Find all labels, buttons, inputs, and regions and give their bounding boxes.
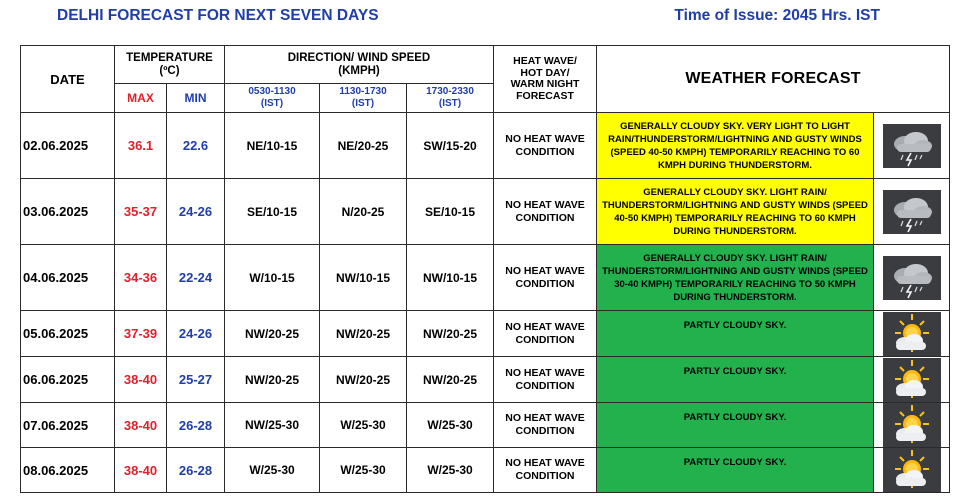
heat-wave-cell: [494, 179, 597, 245]
weather-icon-cell: [874, 403, 950, 448]
max-temp-cell: 35-37: [115, 179, 167, 245]
wind-slot1-cell: W/25-30: [225, 448, 320, 493]
page-title: DELHI FORECAST FOR NEXT SEVEN DAYS: [57, 7, 379, 24]
header-wind-unit: (KMPH): [338, 64, 380, 77]
date-cell: 05.06.2025: [21, 311, 115, 357]
heat-wave-cell: [494, 403, 597, 448]
wind-slot1-cell: NW/20-25: [225, 357, 320, 403]
min-temp-cell: 22.6: [167, 113, 225, 179]
header-min: MIN: [167, 84, 225, 113]
max-temp-cell: 38-40: [115, 403, 167, 448]
heat-wave-line1: NO HEAT WAVE: [505, 412, 585, 424]
header-weather-forecast: WEATHER FORECAST: [597, 46, 950, 113]
thunderstorm-icon: [883, 124, 941, 168]
partly-cloudy-icon: [883, 448, 941, 492]
weather-forecast-cell: PARTLY CLOUDY SKY.: [597, 403, 874, 448]
wind-slot2-cell: NW/20-25: [320, 357, 407, 403]
weather-icon-cell: [874, 311, 950, 357]
heat-wave-line1: NO HEAT WAVE: [505, 320, 585, 333]
forecast-row: [21, 113, 950, 179]
date-cell: 02.06.2025: [21, 113, 115, 179]
max-temp-cell: 38-40: [115, 448, 167, 493]
heat-wave-line2: CONDITION: [515, 333, 575, 346]
wind-slot2-cell: NW/10-15: [320, 245, 407, 311]
header-max: MAX: [115, 84, 167, 113]
weather-forecast-cell: GENERALLY CLOUDY SKY. LIGHT RAIN/ THUNDERSTORM/LIGHTNING AND GUSTY WINDS (SPEED 40-50 KMPH) TEMPORARILY REACHING TO 60 KMPH DURING THUNDERSTORM.: [597, 179, 874, 245]
min-temp-cell: 22-24: [167, 245, 225, 311]
heat-wave-line1: NO HEAT WAVE: [505, 457, 585, 469]
weather-icon-cell: [874, 113, 950, 179]
wind-slot3-cell: SE/10-15: [407, 179, 494, 245]
date-cell: 03.06.2025: [21, 179, 115, 245]
header-temperature-label: TEMPERATURE: [126, 51, 213, 64]
weather-forecast-cell: PARTLY CLOUDY SKY.: [597, 357, 874, 403]
min-temp-cell: 24-26: [167, 179, 225, 245]
max-temp-cell: 37-39: [115, 311, 167, 357]
heat-wave-line2: CONDITION: [515, 145, 575, 158]
header-slot2-ist: (IST): [351, 98, 375, 109]
forecast-body: [21, 46, 950, 493]
heat-wave-line2: CONDITION: [515, 211, 575, 224]
header-slot2: [320, 84, 407, 113]
wind-slot2-cell: W/25-30: [320, 448, 407, 493]
wind-slot1-cell: NW/20-25: [225, 311, 320, 357]
heat-wave-line2: CONDITION: [515, 379, 575, 392]
header-slot3-time: 1730-2330: [426, 86, 474, 97]
heat-wave-line1: NO HEAT WAVE: [505, 132, 585, 145]
weather-forecast-cell: GENERALLY CLOUDY SKY. LIGHT RAIN/ THUNDERSTORM/LIGHTNING AND GUSTY WINDS (SPEED 30-40 KMPH) TEMPORARILY REACHING TO 50 KMPH DURING THUNDERSTORM.: [597, 245, 874, 311]
forecast-row: [21, 245, 950, 311]
max-temp-cell: 38-40: [115, 357, 167, 403]
forecast-row: [21, 448, 950, 493]
issue-time: Time of Issue: 2045 Hrs. IST: [674, 7, 880, 24]
heat-wave-cell: [494, 448, 597, 493]
header-slot2-time: 1130-1730: [339, 86, 387, 97]
wind-slot3-cell: W/25-30: [407, 448, 494, 493]
wind-slot3-cell: W/25-30: [407, 403, 494, 448]
date-cell: 06.06.2025: [21, 357, 115, 403]
min-temp-cell: 26-28: [167, 448, 225, 493]
min-temp-cell: 26-28: [167, 403, 225, 448]
heat-wave-line2: CONDITION: [515, 277, 575, 290]
weather-icon-cell: [874, 245, 950, 311]
weather-icon-cell: [874, 357, 950, 403]
header-slot1-ist: (IST): [260, 98, 284, 109]
weather-icon-cell: [874, 179, 950, 245]
header-heat-line4: FORECAST: [516, 89, 574, 102]
forecast-table: [20, 45, 950, 493]
wind-slot1-cell: NE/10-15: [225, 113, 320, 179]
forecast-row: [21, 311, 950, 357]
header-wind: [225, 46, 494, 84]
heat-wave-cell: [494, 357, 597, 403]
wind-slot2-cell: NW/20-25: [320, 311, 407, 357]
wind-slot3-cell: SW/15-20: [407, 113, 494, 179]
date-cell: 08.06.2025: [21, 448, 115, 493]
thunderstorm-icon: [883, 190, 941, 234]
forecast-row: [21, 403, 950, 448]
weather-icon-cell: [874, 448, 950, 493]
heat-wave-line2: CONDITION: [515, 425, 575, 437]
heat-wave-cell: [494, 113, 597, 179]
thunderstorm-icon: [883, 256, 941, 300]
header-date: DATE: [21, 46, 115, 113]
max-temp-cell: 34-36: [115, 245, 167, 311]
date-cell: 07.06.2025: [21, 403, 115, 448]
wind-slot2-cell: W/25-30: [320, 403, 407, 448]
wind-slot2-cell: N/20-25: [320, 179, 407, 245]
partly-cloudy-icon: [883, 358, 941, 402]
header-heat-line2: HOT DAY/: [520, 66, 570, 79]
wind-slot3-cell: NW/20-25: [407, 357, 494, 403]
header-heat-line3: WARM NIGHT: [510, 78, 580, 90]
forecast-row: [21, 357, 950, 403]
min-temp-cell: 24-26: [167, 311, 225, 357]
weather-forecast-cell: GENERALLY CLOUDY SKY. VERY LIGHT TO LIGHT RAIN/THUNDERSTORM/LIGHTNING AND GUSTY WINDS (SPEED 40-50 KMPH) TEMPORARILY REACHING TO 60 KMPH DURING THUNDERSTORM.: [597, 113, 874, 179]
wind-slot2-cell: NE/20-25: [320, 113, 407, 179]
heat-wave-cell: [494, 245, 597, 311]
wind-slot1-cell: SE/10-15: [225, 179, 320, 245]
max-temp-cell: 36.1: [115, 113, 167, 179]
weather-forecast-cell: PARTLY CLOUDY SKY.: [597, 448, 874, 493]
heat-wave-line1: NO HEAT WAVE: [505, 198, 585, 211]
wind-slot1-cell: W/10-15: [225, 245, 320, 311]
weather-forecast-cell: PARTLY CLOUDY SKY.: [597, 311, 874, 357]
heat-wave-line2: CONDITION: [515, 470, 575, 482]
header-heat: [494, 46, 597, 113]
header-temperature: [115, 46, 225, 84]
header-temperature-unit: (ºC): [159, 64, 180, 77]
header-slot1: [225, 84, 320, 113]
wind-slot3-cell: NW/20-25: [407, 311, 494, 357]
header-wind-label: DIRECTION/ WIND SPEED: [287, 51, 431, 64]
partly-cloudy-icon: [883, 312, 941, 356]
header-slot3-ist: (IST): [438, 98, 462, 109]
header-row-1: [21, 46, 950, 84]
partly-cloudy-icon: [883, 403, 941, 447]
min-temp-cell: 25-27: [167, 357, 225, 403]
forecast-row: [21, 179, 950, 245]
header-heat-line1: HEAT WAVE/: [513, 55, 577, 67]
wind-slot3-cell: NW/10-15: [407, 245, 494, 311]
heat-wave-cell: [494, 311, 597, 357]
wind-slot1-cell: NW/25-30: [225, 403, 320, 448]
header-slot3: [407, 84, 494, 113]
heat-wave-line1: NO HEAT WAVE: [505, 264, 585, 277]
date-cell: 04.06.2025: [21, 245, 115, 311]
heat-wave-line1: NO HEAT WAVE: [505, 366, 585, 379]
header-slot1-time: 0530-1130: [248, 86, 296, 97]
